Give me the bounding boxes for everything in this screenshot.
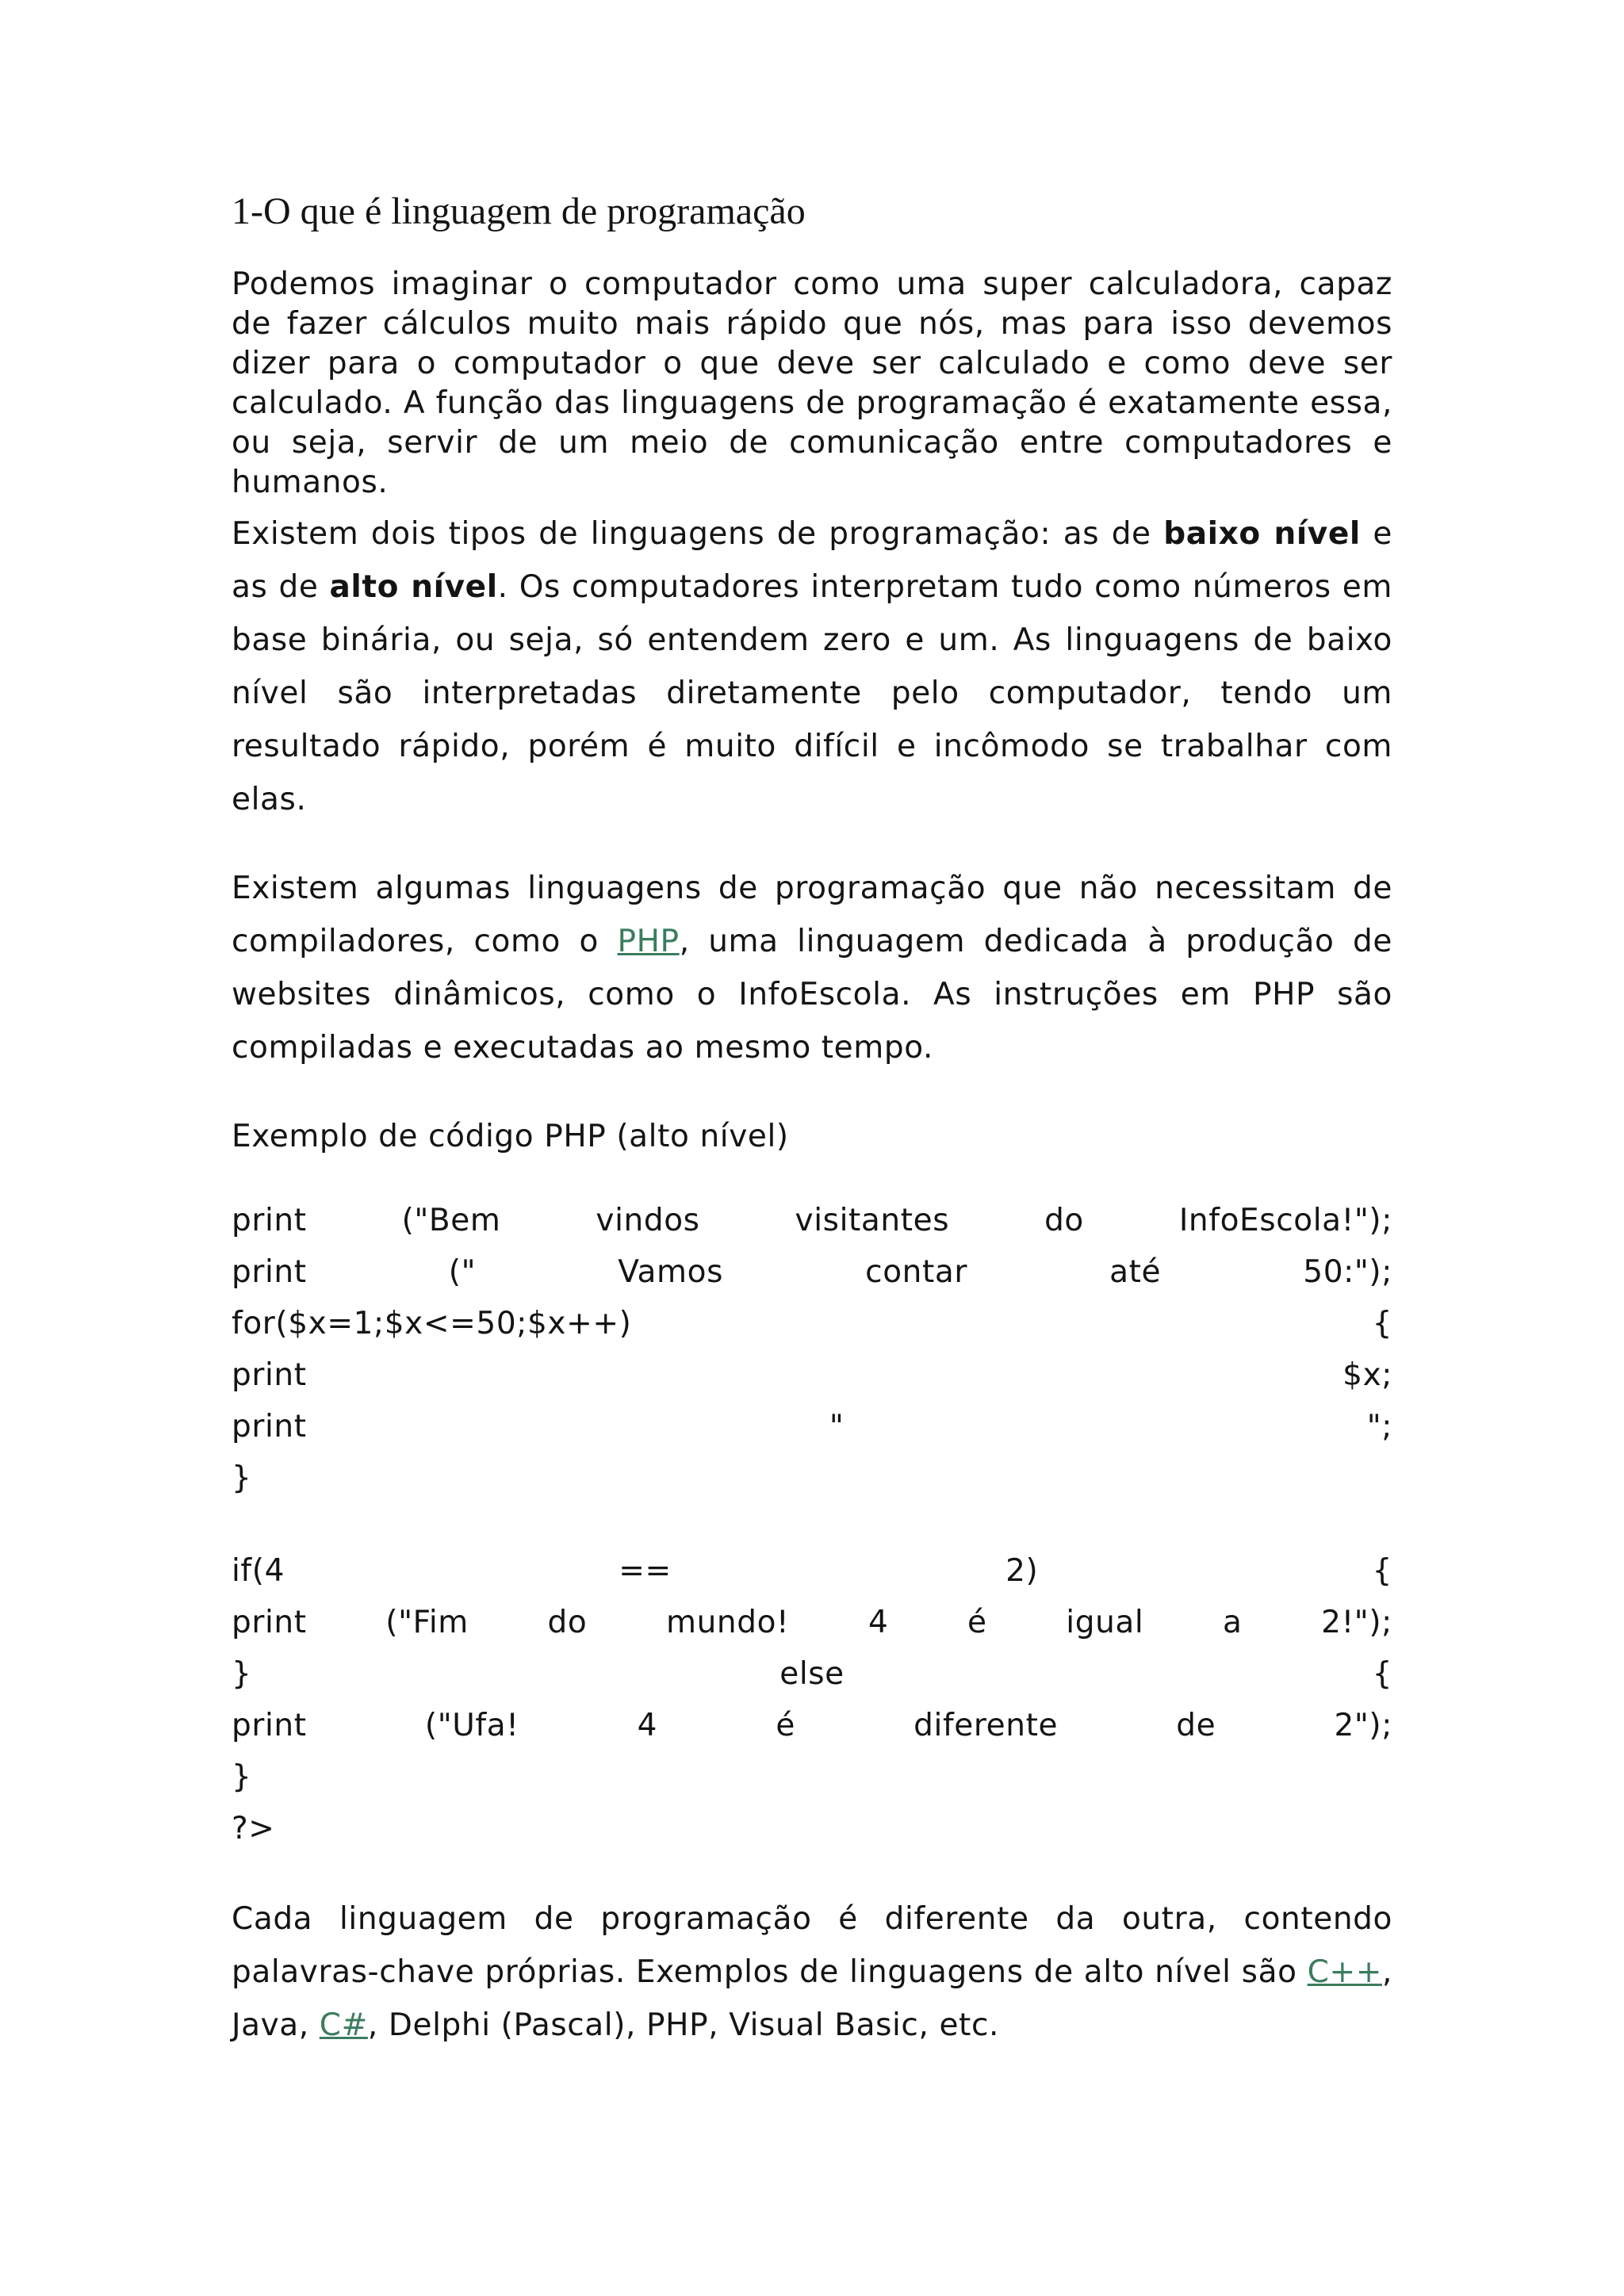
paragraph-languages-text-3: , Delphi (Pascal), PHP, Visual Basic, etc.: [367, 2007, 999, 2043]
code-token: 2): [1005, 1552, 1039, 1589]
code-token: é: [776, 1707, 795, 1743]
code-token: é: [967, 1604, 987, 1640]
paragraph-levels-text-1: Existem dois tipos de linguagens de programação: as de: [232, 515, 1164, 552]
paragraph-languages-text-2: , Java,: [232, 1954, 1392, 2043]
term-high-level: alto nível: [329, 568, 498, 605]
code-token: 2!");: [1321, 1604, 1392, 1640]
code-line: [232, 1195, 1392, 1246]
code-line: [232, 1452, 1392, 1504]
code-line: [232, 1751, 1392, 1803]
paragraph-languages-text-1: Cada linguagem de programação é diferente da outra, contendo palavras-chave próprias. Exemplos de linguagens de alto nível são: [232, 1900, 1392, 1990]
code-token: for($x=1;$x<=50;$x++): [232, 1305, 632, 1341]
code-token: ";: [1366, 1408, 1392, 1445]
code-token: print: [232, 1253, 307, 1290]
code-token: {: [1372, 1305, 1392, 1341]
code-token: 4: [868, 1604, 889, 1640]
code-token: print: [232, 1357, 307, 1393]
csharp-link[interactable]: C#: [319, 2007, 368, 2043]
code-token: print: [232, 1604, 307, 1640]
example-heading: Exemplo de código PHP (alto nível): [232, 1118, 789, 1154]
code-line: [232, 1298, 1392, 1349]
code-token: diferente: [914, 1707, 1059, 1743]
paragraph-languages: [232, 1892, 1392, 2052]
code-token: else: [779, 1655, 845, 1692]
code-token: ==: [619, 1552, 672, 1589]
code-line: [232, 1648, 1392, 1700]
code-token: contar: [865, 1253, 968, 1290]
code-token: ("Fim: [385, 1604, 469, 1640]
code-token: ("Bem: [401, 1202, 501, 1238]
paragraph-levels-text-2: e as de: [232, 515, 1392, 605]
code-token: ": [829, 1408, 845, 1445]
code-token: do: [1044, 1202, 1084, 1238]
code-token: 50:");: [1303, 1253, 1392, 1290]
code-token: (": [448, 1253, 477, 1290]
code-token: if(4: [232, 1552, 285, 1589]
code-block-loop: [232, 1195, 1392, 1504]
document-page: [232, 189, 1392, 2052]
paragraph-compilers: [232, 862, 1392, 1074]
code-token: mundo!: [666, 1604, 790, 1640]
code-token: $x;: [1342, 1357, 1392, 1393]
code-token: ?>: [232, 1810, 275, 1846]
code-token: a: [1223, 1604, 1243, 1640]
code-token: }: [232, 1460, 252, 1496]
code-token: InfoEscola!");: [1178, 1202, 1392, 1238]
code-token: visitantes: [795, 1202, 950, 1238]
code-line: [232, 1700, 1392, 1751]
code-token: vindos: [596, 1202, 700, 1238]
code-line: [232, 1401, 1392, 1452]
code-block-conditional: [232, 1545, 1392, 1854]
paragraph-levels: [232, 507, 1392, 826]
paragraph-intro: Podemos imaginar o computador como uma super calculadora, capaz de fazer cálculos muito mais rápido que nós, mas para isso devemos dizer para o computador o que deve ser calculado e como deve ser calculado. A função das linguagens de programação é exatamente essa, ou seja, servir de um meio de comunicação entre computadores e humanos.: [232, 266, 1392, 500]
code-token: do: [547, 1604, 588, 1640]
paragraph-compilers-text-2: , uma linguagem dedicada à produção de websites dinâmicos, como o InfoEscola. As instruções em PHP são compiladas e executadas ao mesmo tempo.: [232, 923, 1392, 1066]
code-token: ("Ufa!: [424, 1707, 519, 1743]
term-low-level: baixo nível: [1163, 515, 1361, 552]
code-line: [232, 1803, 1392, 1854]
code-line: [232, 1545, 1392, 1597]
code-token: print: [232, 1408, 307, 1445]
paragraph-levels-text-3: . Os computadores interpretam tudo como números em base binária, ou seja, só entendem zero e um. As linguagens de baixo nível são interpretadas diretamente pelo computador, tendo um resultado rápido, porém é muito difícil e incômodo se trabalhar com elas.: [232, 568, 1392, 817]
code-token: igual: [1066, 1604, 1144, 1640]
code-token: print: [232, 1202, 307, 1238]
code-line: [232, 1246, 1392, 1298]
code-line: [232, 1349, 1392, 1401]
code-token: print: [232, 1707, 307, 1743]
code-token: {: [1372, 1655, 1392, 1692]
php-link[interactable]: PHP: [617, 923, 680, 959]
code-token: 4: [637, 1707, 658, 1743]
code-token: até: [1109, 1253, 1162, 1290]
paragraph-compilers-text-1: Existem algumas linguagens de programação que não necessitam de compiladores, como o: [232, 870, 1392, 959]
code-token: de: [1176, 1707, 1216, 1743]
code-token: Vamos: [618, 1253, 724, 1290]
code-token: 2");: [1334, 1707, 1392, 1743]
page-title: 1-O que é linguagem de programação: [232, 190, 806, 232]
code-token: }: [232, 1655, 252, 1692]
code-line: [232, 1597, 1392, 1648]
cpp-link[interactable]: C++: [1307, 1954, 1382, 1990]
code-token: }: [232, 1758, 252, 1795]
code-token: {: [1372, 1552, 1392, 1589]
